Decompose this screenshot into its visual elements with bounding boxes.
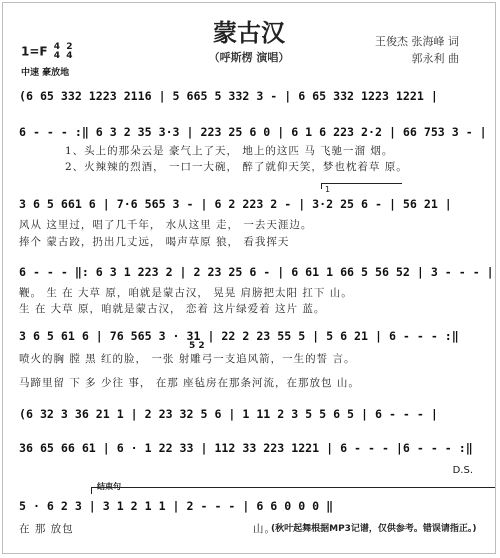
score-page	[2, 2, 496, 554]
song-title: 蒙古汉	[213, 18, 285, 47]
key-signature	[21, 43, 73, 61]
score-line-6: (6 32 3 36 21 1 | 2 23 32 5 6 | 1 11 2 3 5 5 6 5 | 6 - - - |	[19, 407, 438, 421]
lyric-line-8: 马蹄里留 下 多 少往 事， 在那 座毡房在那条河流，在那放包 山。	[19, 377, 360, 389]
lyric-line-6: 生 在 大草 原，咱就是蒙古汉， 恋着 这片绿爱着 这片 蓝。	[19, 303, 326, 315]
time-signature-1: 4 4	[53, 42, 61, 61]
footnote: (秋叶起舞根据MP3记谱，仅供参考。错误请指正。)	[271, 524, 477, 534]
volta-number: 1	[325, 185, 331, 194]
ending-label: 结束句	[97, 482, 121, 491]
ending-bracket	[91, 487, 496, 494]
inline-mark: 5 2	[189, 341, 205, 351]
lyric-line-5: 鞭。 生 在 大草 原，咱就是蒙古汉， 晃晃 肩膀把太阳 扛下 山。	[19, 287, 353, 299]
score-line-1: (6 65 332 1223 2116 | 5 665 5 332 3 - | 6 65 332 1223 1221 |	[19, 89, 438, 103]
singer-credit: （呼斯楞 演唱）	[208, 51, 290, 64]
lyric-line-4: 捧个 蒙古跤，扔出几丈远， 喝声草原 狼， 看我挥天	[19, 236, 290, 248]
credits	[375, 33, 459, 67]
score-line-4: 6 - - - ‖: 6 3 1 223 2 | 2 23 25 6 - | 6 61 1 66 5 56 52 | 3 - - - |	[19, 265, 494, 279]
lyric-line-7: 喷火的胸 膛 黑 红的脸， 一张 射雕弓一支追风箭，一生的誓 言。	[19, 353, 356, 365]
score-line-8: 5 · 6 2 3 | 3 1 2 1 1 | 2 - - - | 6 6 0 0 0 ‖	[19, 499, 334, 513]
da-segno-mark: D.S.	[452, 465, 473, 476]
lyricist-credit: 王俊杰 张海峰 词	[375, 35, 459, 48]
lyric-line-1: 1、头上的那朵云是 豪气上了天， 地上的这匹 马 飞驰一溜 烟。	[65, 145, 394, 157]
time-signature-2: 2 4	[66, 42, 73, 61]
score-line-5: 3 6 5 61 6 | 76 565 3 · 31 | 22 2 23 55 5 | 5 6 21 | 6 - - - :‖	[19, 329, 459, 343]
score-line-7: 36 65 66 61 | 6 · 1 22 33 | 112 33 223 1221 | 6 - - - |6 - - - :‖	[19, 441, 473, 455]
lyric-line-10: 山。	[253, 523, 276, 535]
lyric-line-9: 在 那 放包	[19, 523, 74, 535]
tempo-marking: 中速 豪放地	[21, 68, 70, 78]
lyric-line-2: 2、火辣辣的烈酒， 一口一大碗， 醉了就仰天笑，梦也枕着草 原。	[65, 161, 408, 173]
composer-credit: 郭永利 曲	[411, 52, 459, 65]
score-line-2: 6 - - - :‖ 6 3 2 35 3·3 | 223 25 6 0 | 6 1 6 223 2·2 | 66 753 3 - |	[19, 125, 487, 139]
lyric-line-3: 风从 这里过，唱了几千年， 水从这里 走， 一去天涯边。	[19, 219, 313, 231]
score-line-3: 3 6 5 661 6 | 7·6 565 3 - | 6 2 223 2 - | 3·2 25 6 - | 56 21 |	[19, 197, 452, 211]
key-label: 1=F	[21, 44, 48, 59]
volta-bracket	[321, 183, 402, 189]
